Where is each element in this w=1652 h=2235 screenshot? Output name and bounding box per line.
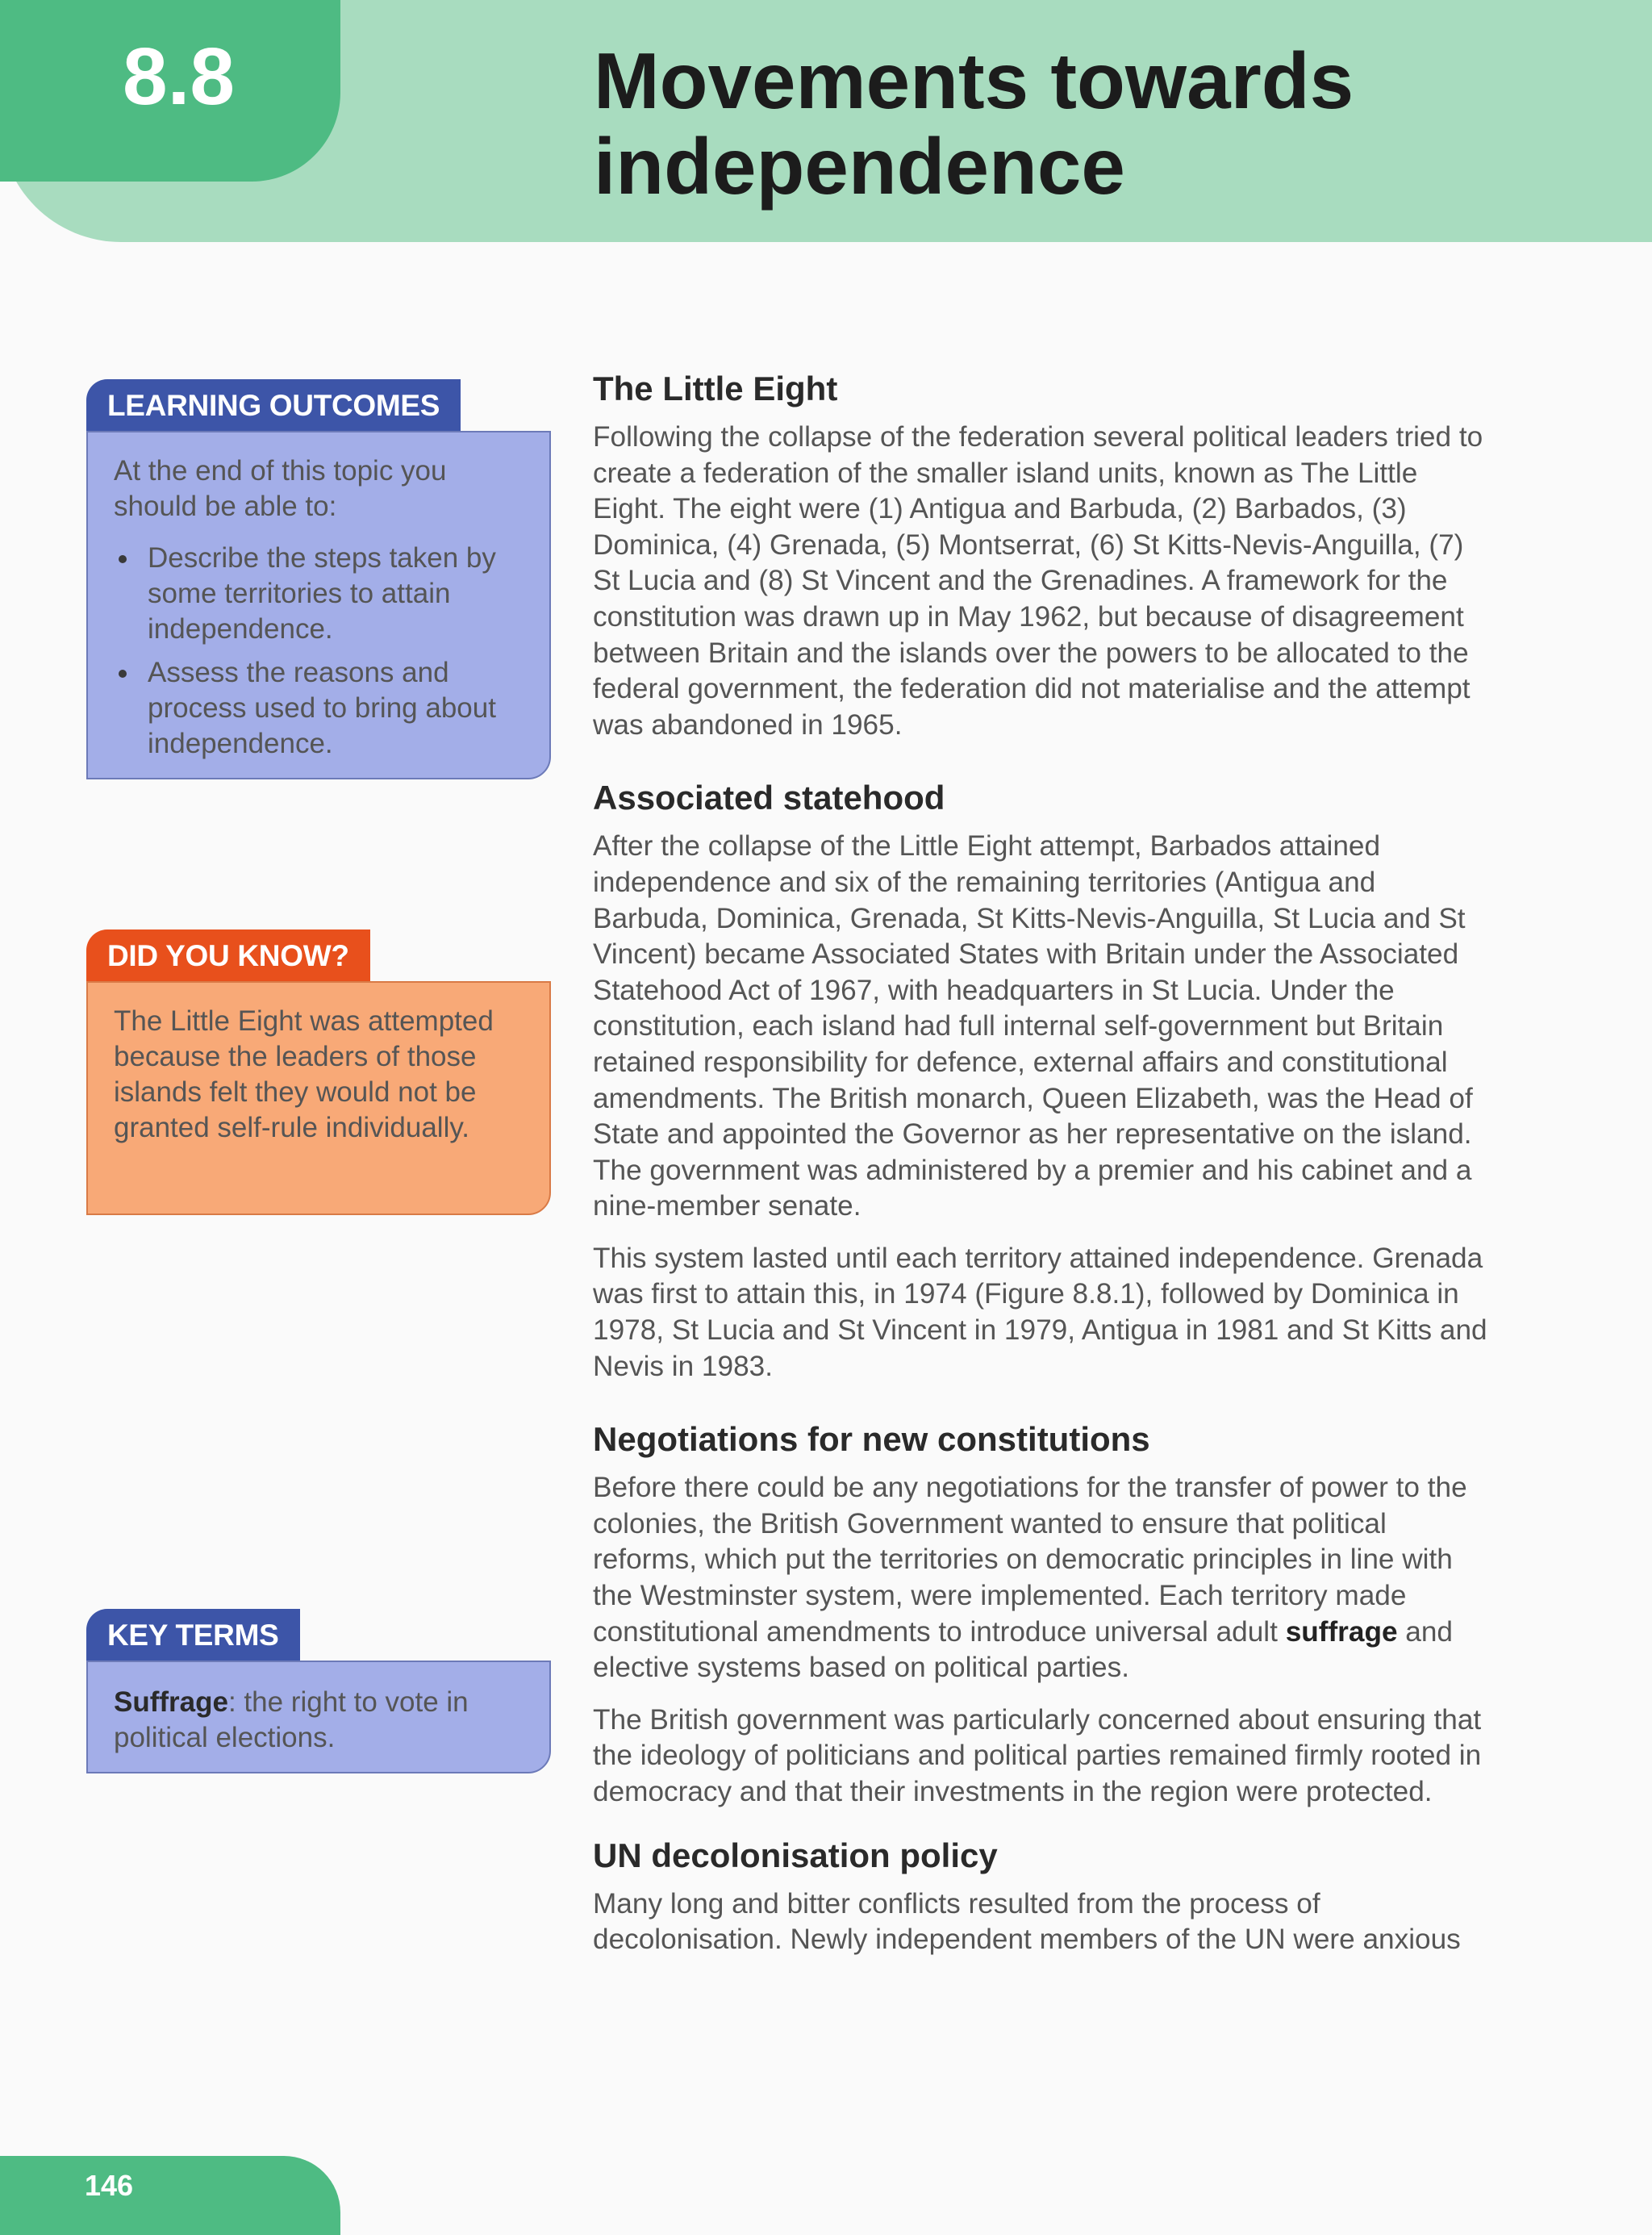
paragraph — [593, 1470, 1488, 1686]
section-un-policy — [593, 1833, 1488, 1958]
paragraph: This system lasted until each territory attained independence. Grenada was first to attain this, in 1974 (Figure 8.8.1), followed by Dominica in 1978, St Lucia and St Vincent in 1979, Antigua in 1981 and St Kitts and Nevis in 1983. — [593, 1242, 1487, 1382]
did-you-know-box — [86, 930, 551, 1215]
key-term-word: Suffrage — [114, 1686, 228, 1718]
section-negotiations — [593, 1417, 1488, 1810]
key-term-text: : the right to vote in political elections. — [114, 1686, 469, 1753]
paragraph: Following the collapse of the federation several political leaders tried to create a federation of the smaller island units, known as The Little Eight. The eight were (1) Antigua and Barbuda, (2) Barbados, (3) Dominica, (4) Grenada, (5) Montserrat, (6) St Kitts-Nevis-Anguilla, (7) St Lucia and (8) St Vincent and the Grenadines. A framework for the constitution was drawn up in May 1962, but because of disagreement between Britain and the islands over the powers to be allocated to the federal government, the federation did not materialise and the attempt was abandoned in 1965. — [593, 421, 1483, 741]
list-item: Assess the reasons and process used to bring about independence. — [114, 655, 525, 762]
learning-outcomes-box — [86, 379, 551, 779]
list-item: Describe the steps taken by some territories to attain independence. — [114, 541, 525, 647]
paragraph: After the collapse of the Little Eight attempt, Barbados attained independence and six of the remaining territories (Antigua and Barbuda, Dominica, Grenada, St Kitts-Nevis-Anguilla, St Lucia and St Vincent) became Associated States with Britain under the Associated Statehood Act of 1967, with headquarters in St Lucia. Under the constitution, each island had full internal self-government but Britain retained responsibility for defence, external affairs and constitutional amendments. The British monarch, Queen Elizabeth, was the Head of State and appointed the Governor as her representative on the island. The government was administered by a premier and his cabinet and a nine-member senate. — [593, 830, 1473, 1222]
paragraph-text: and elective systems based on political parties. — [593, 1615, 1454, 1684]
paragraph: Many long and bitter conflicts resulted from the process of decolonisation. Newly independent members of the UN were anxious — [593, 1887, 1461, 1956]
page-number: 146 — [85, 2169, 134, 2202]
section-number: 8.8 — [123, 31, 236, 122]
learning-outcomes-list — [114, 541, 525, 762]
learning-outcomes-label: LEARNING OUTCOMES — [86, 379, 461, 431]
key-terms-label: KEY TERMS — [86, 1609, 300, 1661]
learning-outcomes-body — [86, 431, 551, 779]
section-heading: UN decolonisation policy — [593, 1836, 998, 1874]
key-term-definition — [114, 1685, 525, 1756]
did-you-know-body — [86, 981, 551, 1215]
paragraph: The British government was particularly concerned about ensuring that the ideology of politicians and political parties remained firmly rooted in democracy and that their investments in the region were protected. — [593, 1703, 1482, 1807]
key-term-suffrage: suffrage — [1285, 1615, 1398, 1648]
section-heading: Negotiations for new constitutions — [593, 1420, 1150, 1459]
footer-tab — [0, 2156, 340, 2235]
paragraph-text: Before there could be any negotiations for the transfer of power to the colonies, the British Government wanted to ensure that political reforms, which put the territories on democratic principles in line with the Westminster system, were implemented. Each territory made constitutional amendments to introduce universal adult — [593, 1472, 1467, 1648]
section-heading: The Little Eight — [593, 370, 838, 407]
section-heading: Associated statehood — [593, 779, 945, 817]
key-terms-body — [86, 1661, 551, 1773]
main-content — [593, 366, 1488, 1991]
did-you-know-label: DID YOU KNOW? — [86, 930, 370, 981]
section-associated-statehood — [593, 775, 1488, 1385]
page-title: Movements towards independence — [594, 36, 1354, 211]
learning-outcomes-intro: At the end of this topic you should be able to: — [114, 455, 447, 522]
section-little-eight — [593, 366, 1488, 743]
key-terms-box — [86, 1609, 551, 1773]
did-you-know-text: The Little Eight was attempted because the leaders of those islands felt they would not be granted self-rule individually. — [114, 1005, 494, 1143]
